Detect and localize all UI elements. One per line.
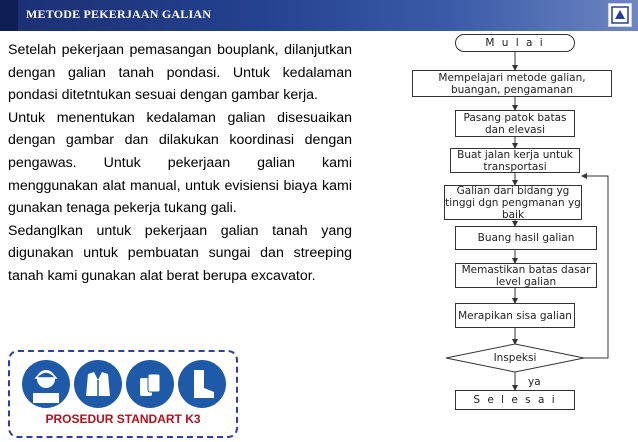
safety-helmet-icon bbox=[22, 360, 70, 408]
work-flowchart bbox=[400, 30, 638, 442]
flow-end: S e l e s a i bbox=[455, 390, 575, 410]
k3-caption: PROSEDUR STANDART K3 bbox=[45, 412, 201, 426]
company-logo bbox=[608, 3, 632, 27]
title-bar bbox=[0, 0, 638, 31]
flow-yes-label: ya bbox=[528, 376, 541, 388]
title-accent bbox=[0, 0, 18, 31]
paragraph-2: Untuk menentukan kedalaman galian disesuaikan dengan gambar dan dilakukan koordinasi dengan pengawas. Untuk pekerjaan galian kami menggunakan alat manual, untuk evisiensi biaya kami gunakan tenaga pekerja tukang gali. bbox=[8, 109, 352, 217]
method-description bbox=[8, 39, 352, 288]
k3-safety-panel bbox=[8, 350, 238, 438]
flow-step-4: Galian dari bidang yg tinggi dgn pengmanan yg baik bbox=[445, 184, 581, 221]
page-title: METODE PEKERJAAN GALIAN bbox=[26, 7, 212, 21]
flow-step-6: Memastikan batas dasar level galian bbox=[455, 263, 597, 288]
flow-step-1: Mempelajari metode galian, buangan, pengamanan bbox=[412, 70, 612, 97]
ppe-icon-row bbox=[22, 360, 227, 412]
flow-step-7: Merapikan sisa galian bbox=[455, 303, 575, 328]
paragraph-1: Setelah pekerjaan pemasangan bouplank, dilanjutkan dengan galian tanah pondasi. Untuk kedalaman pondasi ditetntukan sesuai dengan gambar kerja. bbox=[8, 42, 352, 104]
flow-step-3: Buat jalan kerja untuk transportasi bbox=[450, 148, 580, 173]
flow-step-5: Buang hasil galian bbox=[455, 226, 597, 250]
flow-decision-label: Inspeksi bbox=[493, 352, 537, 364]
paragraph-3: Sedanglkan untuk pekerjaan galian tanah yang digunakan untuk pembuatan sungai dan streeping tanah kami gunakan alat berat berupa excavator. bbox=[8, 222, 352, 284]
flow-step-2: Pasang patok batas dan elevasi bbox=[455, 110, 575, 137]
logo-icon bbox=[609, 4, 631, 26]
safety-boots-icon bbox=[178, 360, 226, 408]
safety-gloves-icon bbox=[126, 360, 174, 408]
safety-vest-icon bbox=[74, 360, 122, 408]
flow-start: M u l a i bbox=[455, 34, 575, 52]
